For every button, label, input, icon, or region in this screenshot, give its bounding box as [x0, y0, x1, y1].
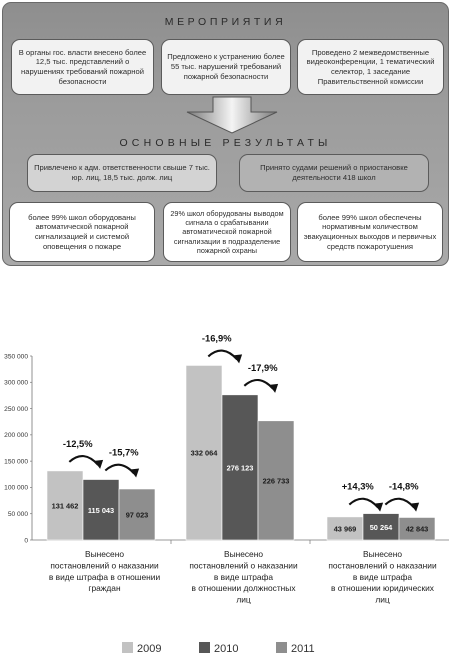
data-label-2009-cat2: 332 064 [190, 448, 218, 458]
arrowhead-icon [94, 460, 103, 469]
category-label-line: постановлений о наказании [328, 560, 437, 571]
category-label-1 [49, 549, 161, 593]
result-box-3 [9, 202, 155, 262]
measure-box-3 [297, 39, 444, 95]
arrowhead-icon [410, 503, 419, 512]
change-arrow-icon [69, 456, 98, 465]
result-box-2 [239, 154, 429, 192]
category-label-line: лиц [236, 594, 251, 605]
data-label-2010-cat1: 115 043 [87, 505, 115, 515]
y-tick-label: 350 000 [4, 353, 28, 361]
data-label-2010-cat2: 276 123 [226, 463, 254, 473]
y-tick-label: 50 000 [7, 511, 28, 519]
change-arrow-icon [208, 351, 237, 360]
category-label-line: в отношении юридических [331, 583, 434, 594]
arrowhead-icon [233, 354, 242, 363]
measures-heading: МЕРОПРИЯТИЯ [164, 16, 287, 28]
y-tick-label: 100 000 [4, 484, 28, 492]
category-label-line: в виде штрафа в отношении [48, 571, 161, 582]
down-arrow-icon [185, 96, 279, 134]
legend-label-2010: 2010 [214, 643, 239, 653]
data-label-2009-cat1: 131 462 [51, 501, 79, 511]
category-label-line: в виде штрафа [213, 571, 274, 582]
category-label-line: постановлений о наказании [50, 560, 159, 571]
legend [122, 642, 315, 653]
result-text-1: Привлечено к адм. ответственности свыше 7 тыс. юр. лиц, 18,5 тыс. долж. лиц [34, 163, 210, 182]
result-box-5 [297, 202, 443, 262]
result-text-2: Принято судами решений о приостановке деятельности 418 школ [260, 163, 408, 182]
category-label-line: постановлений о наказании [189, 560, 298, 571]
y-tick-label: 250 000 [4, 405, 28, 413]
measure-text-3: Проведено 2 межведомственные видеоконференции, 1 тематический селектор, 1 заседание Правительственной комиссии [306, 47, 435, 86]
change-label: -14,8% [388, 480, 419, 492]
legend-label-2011: 2011 [291, 643, 315, 653]
arrowhead-icon [130, 469, 139, 478]
change-arrow-icon [349, 499, 378, 508]
data-label-2011-cat1: 97 023 [125, 510, 149, 520]
category-label-line: граждан [88, 583, 121, 594]
measure-text-2: Предложено к устранению более 55 тыс. нарушений требований пожарной безопасности [167, 52, 285, 81]
category-label-line: Вынесено [362, 549, 403, 559]
result-text-4: 29% школ оборудованы выводом сигнала о срабатывании автоматической пожарной сигнализации в подразделение пожарной охраны [170, 208, 284, 255]
data-label-2011-cat2: 226 733 [262, 476, 290, 486]
result-text-3: более 99% школ оборудованы автоматической пожарной сигнализацией и системой оповещения о пожаре [28, 212, 136, 251]
change-arrow-icon [105, 465, 134, 474]
arrowhead-icon [269, 384, 278, 393]
category-label-line: лиц [375, 594, 390, 605]
change-label: -12,5% [62, 437, 93, 449]
y-tick-label: 150 000 [4, 458, 28, 466]
legend-swatch-2010 [199, 642, 210, 653]
measure-box-2 [161, 39, 291, 95]
y-tick-label: 200 000 [4, 432, 28, 440]
change-label: +14,3% [341, 480, 374, 492]
legend-swatch-2011 [276, 642, 287, 653]
results-heading: ОСНОВНЫЕ РЕЗУЛЬТАТЫ [119, 137, 332, 149]
change-label: -17,9% [247, 361, 278, 373]
legend-swatch-2009 [122, 642, 133, 653]
category-label-2 [189, 549, 298, 605]
category-label-3 [328, 549, 437, 605]
change-arrow-icon [244, 380, 273, 389]
change-arrow-icon [385, 499, 414, 508]
result-box-1 [27, 154, 217, 192]
result-box-4 [163, 202, 291, 262]
change-label: -15,7% [108, 446, 139, 458]
category-label-line: Вынесено [223, 549, 264, 559]
change-label: -16,9% [201, 332, 232, 344]
measures-results-panel [2, 2, 449, 266]
data-label-2011-cat3: 42 843 [405, 524, 429, 534]
fines-bar-chart [0, 332, 453, 653]
data-label-2009-cat3: 43 969 [333, 524, 357, 534]
category-label-line: в отношении должностных [191, 583, 296, 594]
category-label-line: Вынесено [84, 549, 125, 559]
y-tick-label: 0 [24, 537, 28, 545]
legend-label-2009: 2009 [137, 643, 162, 653]
result-text-5: более 99% школ обеспечены нормативным количеством эвакуационных выходов и первичных средств пожаротушения [303, 212, 437, 251]
measure-text-1: В органы гос. власти внесено более 12,5 тыс. представлений о нарушениях требований пожарной безопасности [18, 47, 147, 86]
data-label-2010-cat3: 50 264 [369, 522, 393, 532]
category-labels [49, 549, 437, 605]
arrowhead-icon [374, 503, 383, 512]
y-tick-label: 300 000 [4, 379, 28, 387]
measure-box-1 [11, 39, 154, 95]
category-label-line: в виде штрафа [352, 571, 413, 582]
